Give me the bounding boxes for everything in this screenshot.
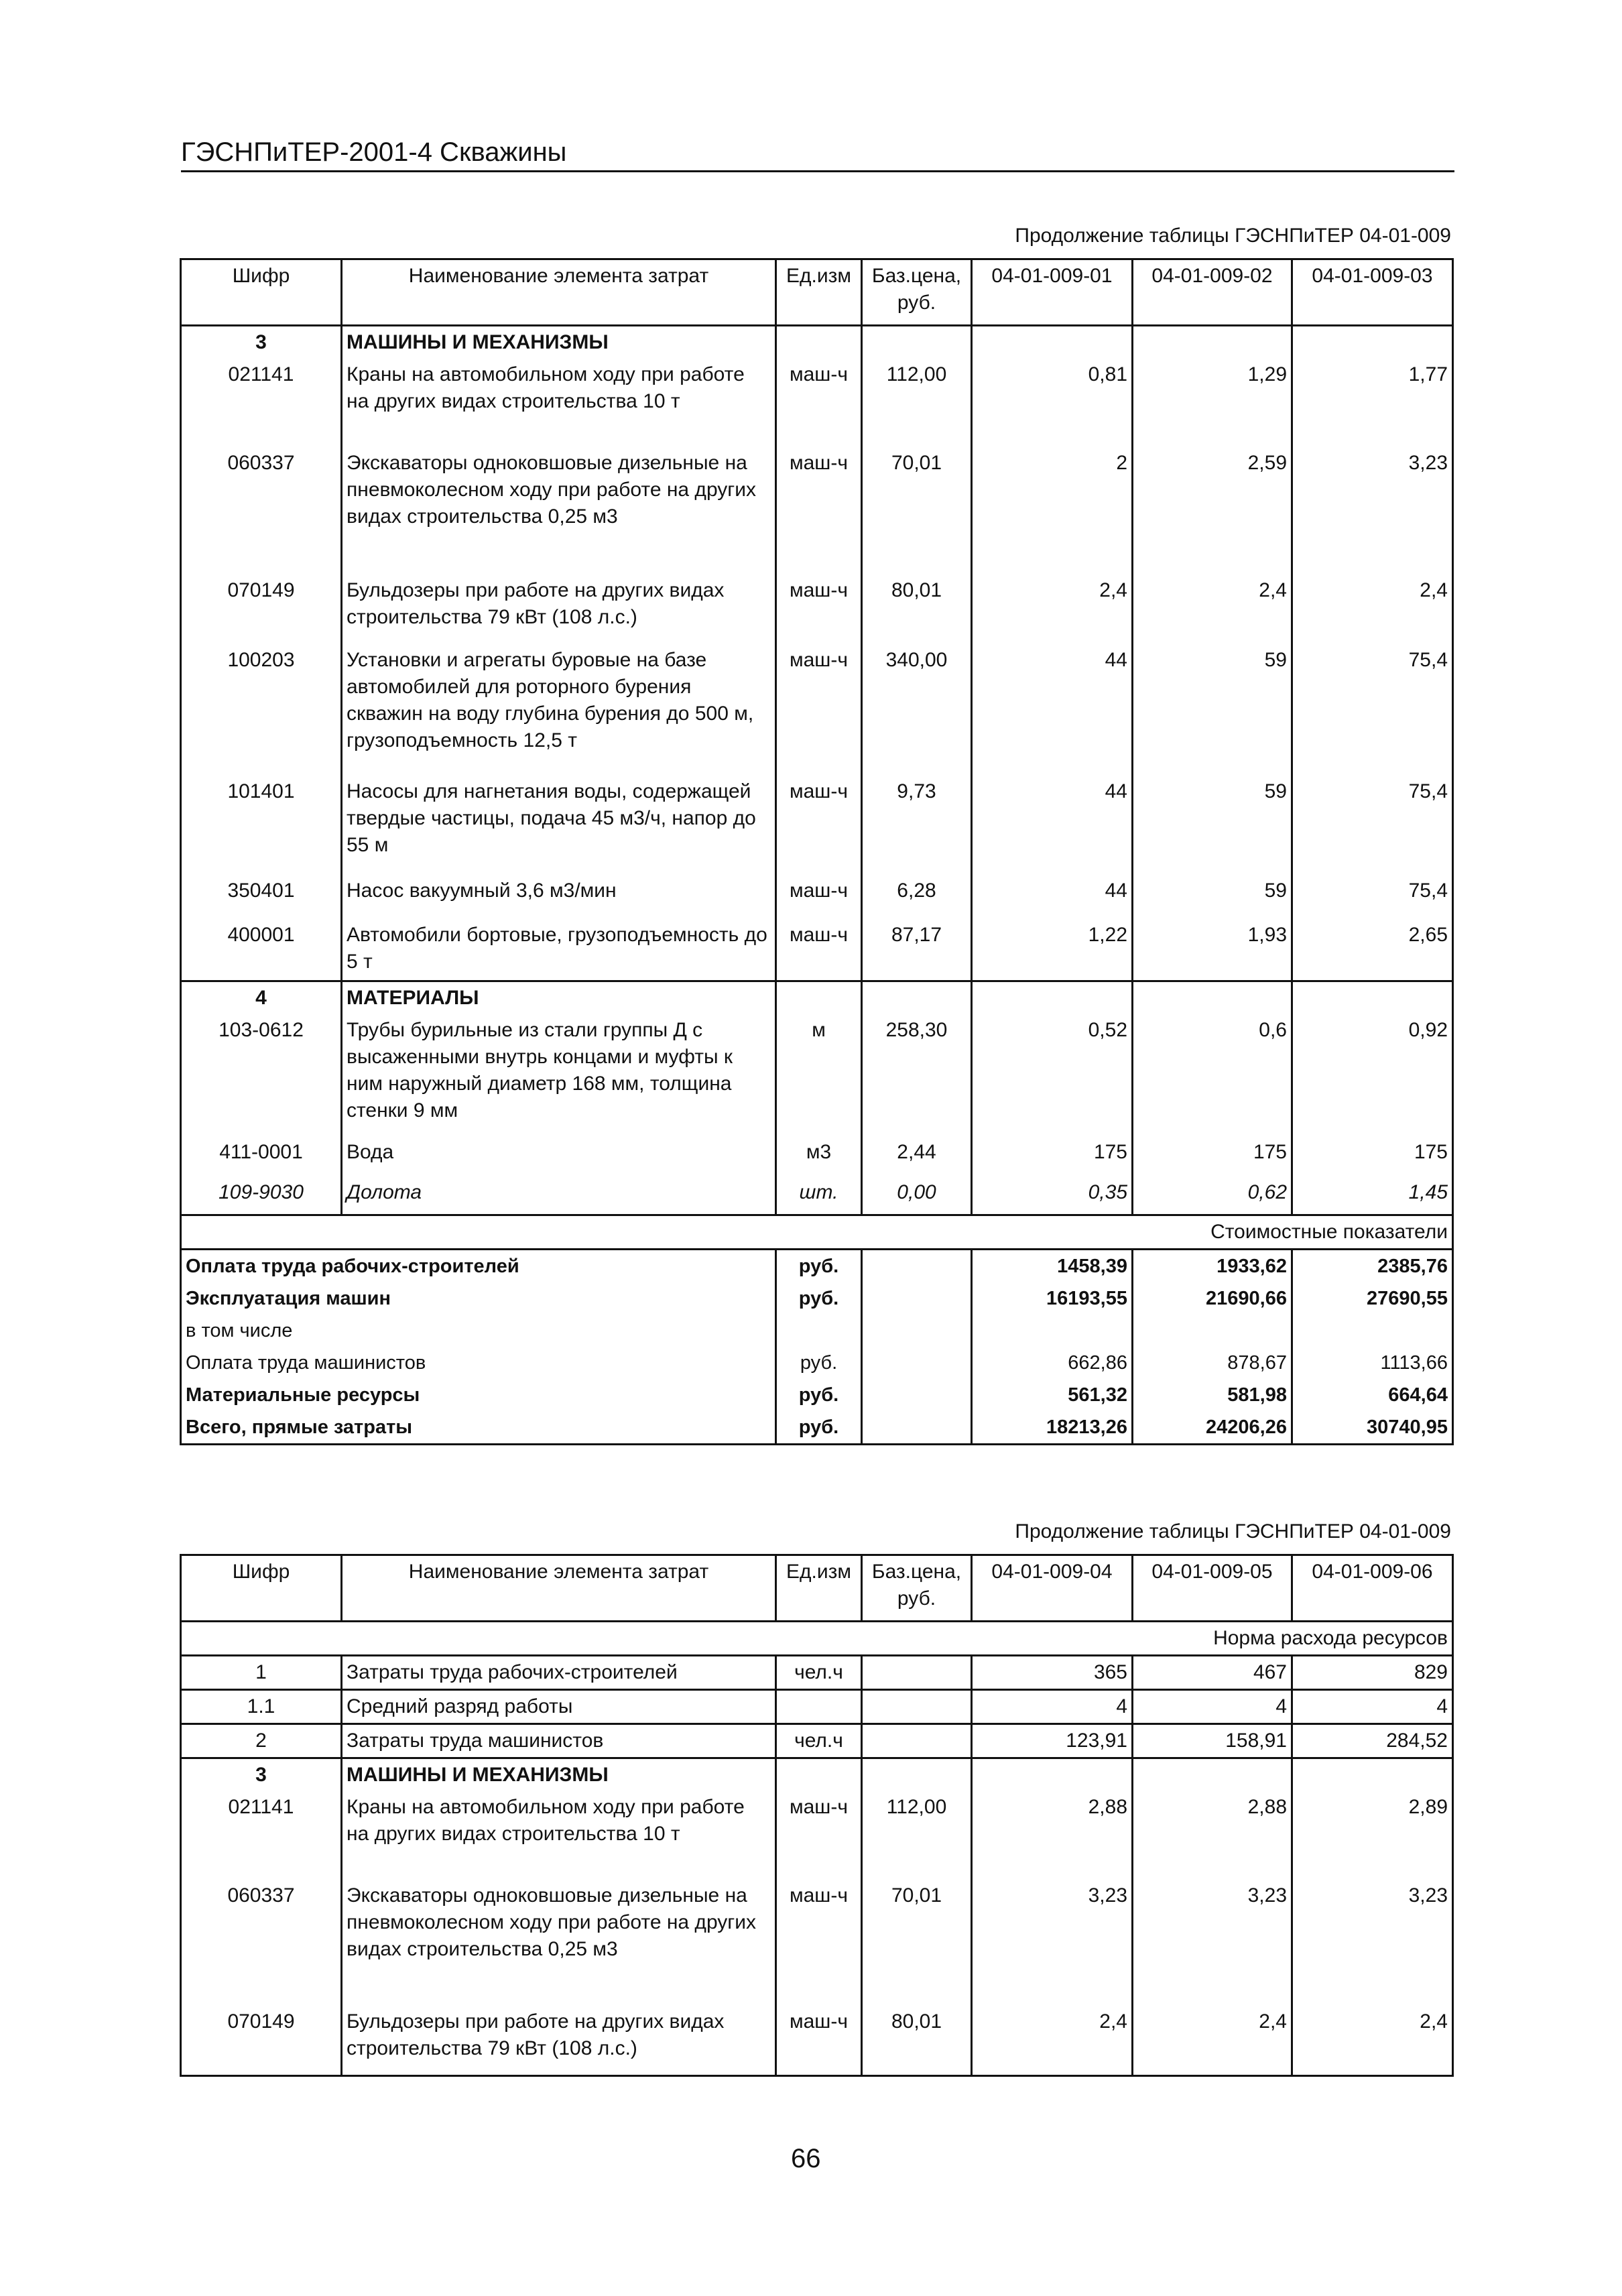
row-price: 112,00 — [862, 359, 972, 447]
row-code: 1 — [181, 1656, 342, 1690]
table1 — [180, 258, 1454, 1445]
row-unit: маш-ч — [776, 2006, 862, 2075]
row-unit: маш-ч — [776, 359, 862, 447]
table-row — [181, 1656, 1453, 1690]
table-row — [181, 1880, 1453, 2006]
row-value-3: 2,4 — [1292, 2006, 1453, 2075]
row-price: 258,30 — [862, 1014, 972, 1136]
summary-value-2: 1933,62 — [1133, 1250, 1292, 1283]
row-unit: чел.ч — [776, 1724, 862, 1758]
row-code: 103-0612 — [181, 1014, 342, 1136]
summary-value-1: 662,86 — [972, 1347, 1133, 1379]
summary-unit: руб. — [776, 1250, 862, 1283]
header-col-01: 04-01-009-01 — [972, 259, 1133, 326]
row-value-1: 44 — [972, 644, 1133, 776]
row-unit: маш-ч — [776, 575, 862, 644]
summary-row — [181, 1347, 1453, 1379]
header-col-03: 04-01-009-03 — [1292, 259, 1453, 326]
row-value-1: 2,88 — [972, 1791, 1133, 1880]
row-value-3: 2,89 — [1292, 1791, 1453, 1880]
section-title: МАШИНЫ И МЕХАНИЗМЫ — [342, 326, 776, 359]
row-unit: м — [776, 1014, 862, 1136]
header-price: Баз.цена, руб. — [862, 1555, 972, 1622]
summary-value-2: 878,67 — [1133, 1347, 1292, 1379]
summary-value-3: 2385,76 — [1292, 1250, 1453, 1283]
row-name: Долота — [342, 1176, 776, 1215]
row-value-2: 0,6 — [1133, 1014, 1292, 1136]
row-value-1: 2 — [972, 447, 1133, 575]
section-row-machines — [181, 326, 1453, 359]
row-value-2: 59 — [1133, 776, 1292, 875]
row-value-3: 3,23 — [1292, 447, 1453, 575]
row-name: Установки и агрегаты буровые на базе автомобилей для роторного бурения скважин на воду глубина бурения до 500 м, грузоподъемность 12,5 т — [342, 644, 776, 776]
row-unit: маш-ч — [776, 447, 862, 575]
section-row-machines — [181, 1758, 1453, 1792]
row-value-3: 2,65 — [1292, 919, 1453, 981]
row-value-3: 1,45 — [1292, 1176, 1453, 1215]
row-price: 80,01 — [862, 575, 972, 644]
row-value-1: 4 — [972, 1690, 1133, 1724]
header-code: Шифр — [181, 1555, 342, 1622]
band-label: Стоимостные показатели — [181, 1215, 1453, 1250]
summary-row — [181, 1315, 1453, 1347]
row-value-1: 0,35 — [972, 1176, 1133, 1215]
row-value-1: 2,4 — [972, 2006, 1133, 2075]
table-row — [181, 875, 1453, 919]
cost-indicators-band — [181, 1215, 1453, 1250]
row-value-2: 4 — [1133, 1690, 1292, 1724]
table-row — [181, 2006, 1453, 2075]
row-price: 112,00 — [862, 1791, 972, 1880]
row-value-1: 365 — [972, 1656, 1133, 1690]
row-name: Трубы бурильные из стали группы Д с высаженными внутрь концами и муфты к ним наружный диаметр 168 мм, толщина стенки 9 мм — [342, 1014, 776, 1136]
table-row — [181, 919, 1453, 981]
row-code: 400001 — [181, 919, 342, 981]
row-name: Краны на автомобильном ходу при работе на других видах строительства 10 т — [342, 1791, 776, 1880]
row-price: 6,28 — [862, 875, 972, 919]
row-value-2: 59 — [1133, 875, 1292, 919]
row-code: 021141 — [181, 359, 342, 447]
table-row — [181, 575, 1453, 644]
row-value-1: 0,81 — [972, 359, 1133, 447]
row-code: 101401 — [181, 776, 342, 875]
header-col-06: 04-01-009-06 — [1292, 1555, 1453, 1622]
row-value-1: 175 — [972, 1136, 1133, 1176]
summary-label: Материальные ресурсы — [181, 1379, 776, 1411]
row-name: Насосы для нагнетания воды, содержащей твердые частицы, подача 45 м3/ч, напор до 55 м — [342, 776, 776, 875]
table1-caption: Продолжение таблицы ГЭСНПиТЕР 04-01-009 — [1015, 225, 1451, 247]
row-name: Затраты труда машинистов — [342, 1724, 776, 1758]
row-value-2: 175 — [1133, 1136, 1292, 1176]
row-code: 411-0001 — [181, 1136, 342, 1176]
row-name: Вода — [342, 1136, 776, 1176]
summary-value-2: 581,98 — [1133, 1379, 1292, 1411]
row-price: 87,17 — [862, 919, 972, 981]
row-name: Экскаваторы одноковшовые дизельные на пневмоколесном ходу при работе на других видах строительства 0,25 м3 — [342, 1880, 776, 2006]
row-code: 060337 — [181, 1880, 342, 2006]
row-value-1: 2,4 — [972, 575, 1133, 644]
row-value-3: 175 — [1292, 1136, 1453, 1176]
section-title: МАТЕРИАЛЫ — [342, 981, 776, 1014]
resource-norms-band — [181, 1622, 1453, 1656]
table-row — [181, 1176, 1453, 1215]
row-value-2: 2,4 — [1133, 2006, 1292, 2075]
row-value-1: 3,23 — [972, 1880, 1133, 2006]
table-row — [181, 1136, 1453, 1176]
table-row — [181, 644, 1453, 776]
row-value-1: 123,91 — [972, 1724, 1133, 1758]
row-value-2: 2,4 — [1133, 575, 1292, 644]
row-price: 80,01 — [862, 2006, 972, 2075]
row-code: 070149 — [181, 2006, 342, 2075]
row-unit: чел.ч — [776, 1656, 862, 1690]
summary-row — [181, 1282, 1453, 1315]
summary-value-1: 16193,55 — [972, 1282, 1133, 1315]
header-unit: Ед.изм — [776, 1555, 862, 1622]
header-code: Шифр — [181, 259, 342, 326]
table1-header-row — [181, 259, 1453, 326]
summary-value-3: 664,64 — [1292, 1379, 1453, 1411]
header-col-05: 04-01-009-05 — [1133, 1555, 1292, 1622]
page-number: 66 — [791, 2144, 821, 2173]
table2 — [180, 1554, 1454, 2077]
row-value-1: 0,52 — [972, 1014, 1133, 1136]
row-unit: маш-ч — [776, 919, 862, 981]
row-value-3: 284,52 — [1292, 1724, 1453, 1758]
header-name: Наименование элемента затрат — [342, 1555, 776, 1622]
row-price: 70,01 — [862, 447, 972, 575]
row-unit: маш-ч — [776, 875, 862, 919]
row-price: 70,01 — [862, 1880, 972, 2006]
row-value-2: 158,91 — [1133, 1724, 1292, 1758]
row-value-1: 44 — [972, 875, 1133, 919]
summary-value-2: 21690,66 — [1133, 1282, 1292, 1315]
summary-value-1: 1458,39 — [972, 1250, 1133, 1283]
band-label: Норма расхода ресурсов — [181, 1622, 1453, 1656]
header-name: Наименование элемента затрат — [342, 259, 776, 326]
summary-value-3: 1113,66 — [1292, 1347, 1453, 1379]
row-value-1: 44 — [972, 776, 1133, 875]
row-unit: маш-ч — [776, 1791, 862, 1880]
row-name: Средний разряд работы — [342, 1690, 776, 1724]
header-price: Баз.цена, руб. — [862, 259, 972, 326]
row-code: 021141 — [181, 1791, 342, 1880]
table-row — [181, 776, 1453, 875]
row-name: Затраты труда рабочих-строителей — [342, 1656, 776, 1690]
row-name: Насос вакуумный 3,6 м3/мин — [342, 875, 776, 919]
table2-caption: Продолжение таблицы ГЭСНПиТЕР 04-01-009 — [1015, 1520, 1451, 1543]
row-value-1: 1,22 — [972, 919, 1133, 981]
table-row — [181, 447, 1453, 575]
summary-value-2: 24206,26 — [1133, 1411, 1292, 1445]
row-code: 060337 — [181, 447, 342, 575]
row-price: 9,73 — [862, 776, 972, 875]
row-price: 2,44 — [862, 1136, 972, 1176]
summary-label: Оплата труда машинистов — [181, 1347, 776, 1379]
row-value-3: 2,4 — [1292, 575, 1453, 644]
row-name: Бульдозеры при работе на других видах строительства 79 кВт (108 л.с.) — [342, 575, 776, 644]
table-row — [181, 1014, 1453, 1136]
section-code: 3 — [181, 1758, 342, 1792]
row-value-3: 75,4 — [1292, 776, 1453, 875]
summary-row — [181, 1411, 1453, 1445]
row-value-2: 3,23 — [1133, 1880, 1292, 2006]
summary-value-1: 561,32 — [972, 1379, 1133, 1411]
row-code: 100203 — [181, 644, 342, 776]
row-code: 350401 — [181, 875, 342, 919]
row-value-3: 75,4 — [1292, 644, 1453, 776]
table-row — [181, 359, 1453, 447]
table-row — [181, 1791, 1453, 1880]
summary-unit: руб. — [776, 1347, 862, 1379]
row-value-2: 1,93 — [1133, 919, 1292, 981]
summary-row — [181, 1250, 1453, 1283]
row-value-3: 0,92 — [1292, 1014, 1453, 1136]
row-value-3: 1,77 — [1292, 359, 1453, 447]
row-price: 0,00 — [862, 1176, 972, 1215]
page-header: ГЭСНПиТЕР-2001-4 Скважины — [181, 137, 1454, 172]
row-value-3: 829 — [1292, 1656, 1453, 1690]
section-code: 4 — [181, 981, 342, 1014]
row-code: 1.1 — [181, 1690, 342, 1724]
row-name: Краны на автомобильном ходу при работе на других видах строительства 10 т — [342, 359, 776, 447]
row-value-2: 467 — [1133, 1656, 1292, 1690]
summary-unit: руб. — [776, 1282, 862, 1315]
table2-header-row — [181, 1555, 1453, 1622]
row-name: Автомобили бортовые, грузоподъемность до 5 т — [342, 919, 776, 981]
row-unit: маш-ч — [776, 776, 862, 875]
row-unit: шт. — [776, 1176, 862, 1215]
table-row — [181, 1724, 1453, 1758]
row-unit: м3 — [776, 1136, 862, 1176]
row-price: 340,00 — [862, 644, 972, 776]
section-code: 3 — [181, 326, 342, 359]
row-value-3: 4 — [1292, 1690, 1453, 1724]
summary-label: Оплата труда рабочих-строителей — [181, 1250, 776, 1283]
summary-label: в том числе — [181, 1315, 776, 1347]
row-value-2: 0,62 — [1133, 1176, 1292, 1215]
section-row-materials — [181, 981, 1453, 1014]
row-unit: маш-ч — [776, 1880, 862, 2006]
row-name: Бульдозеры при работе на других видах строительства 79 кВт (108 л.с.) — [342, 2006, 776, 2075]
header-col-04: 04-01-009-04 — [972, 1555, 1133, 1622]
summary-row — [181, 1379, 1453, 1411]
row-value-2: 1,29 — [1133, 359, 1292, 447]
summary-label: Всего, прямые затраты — [181, 1411, 776, 1445]
row-code: 070149 — [181, 575, 342, 644]
summary-unit: руб. — [776, 1411, 862, 1445]
row-value-2: 59 — [1133, 644, 1292, 776]
header-col-02: 04-01-009-02 — [1133, 259, 1292, 326]
summary-label: Эксплуатация машин — [181, 1282, 776, 1315]
summary-unit: руб. — [776, 1379, 862, 1411]
summary-value-3: 30740,95 — [1292, 1411, 1453, 1445]
row-code: 109-9030 — [181, 1176, 342, 1215]
summary-value-3: 27690,55 — [1292, 1282, 1453, 1315]
row-name: Экскаваторы одноковшовые дизельные на пневмоколесном ходу при работе на других видах строительства 0,25 м3 — [342, 447, 776, 575]
row-value-3: 75,4 — [1292, 875, 1453, 919]
table-row — [181, 1690, 1453, 1724]
summary-value-1: 18213,26 — [972, 1411, 1133, 1445]
header-unit: Ед.изм — [776, 259, 862, 326]
row-code: 2 — [181, 1724, 342, 1758]
row-value-2: 2,88 — [1133, 1791, 1292, 1880]
row-value-3: 3,23 — [1292, 1880, 1453, 2006]
row-value-2: 2,59 — [1133, 447, 1292, 575]
row-unit: маш-ч — [776, 644, 862, 776]
section-title: МАШИНЫ И МЕХАНИЗМЫ — [342, 1758, 776, 1792]
